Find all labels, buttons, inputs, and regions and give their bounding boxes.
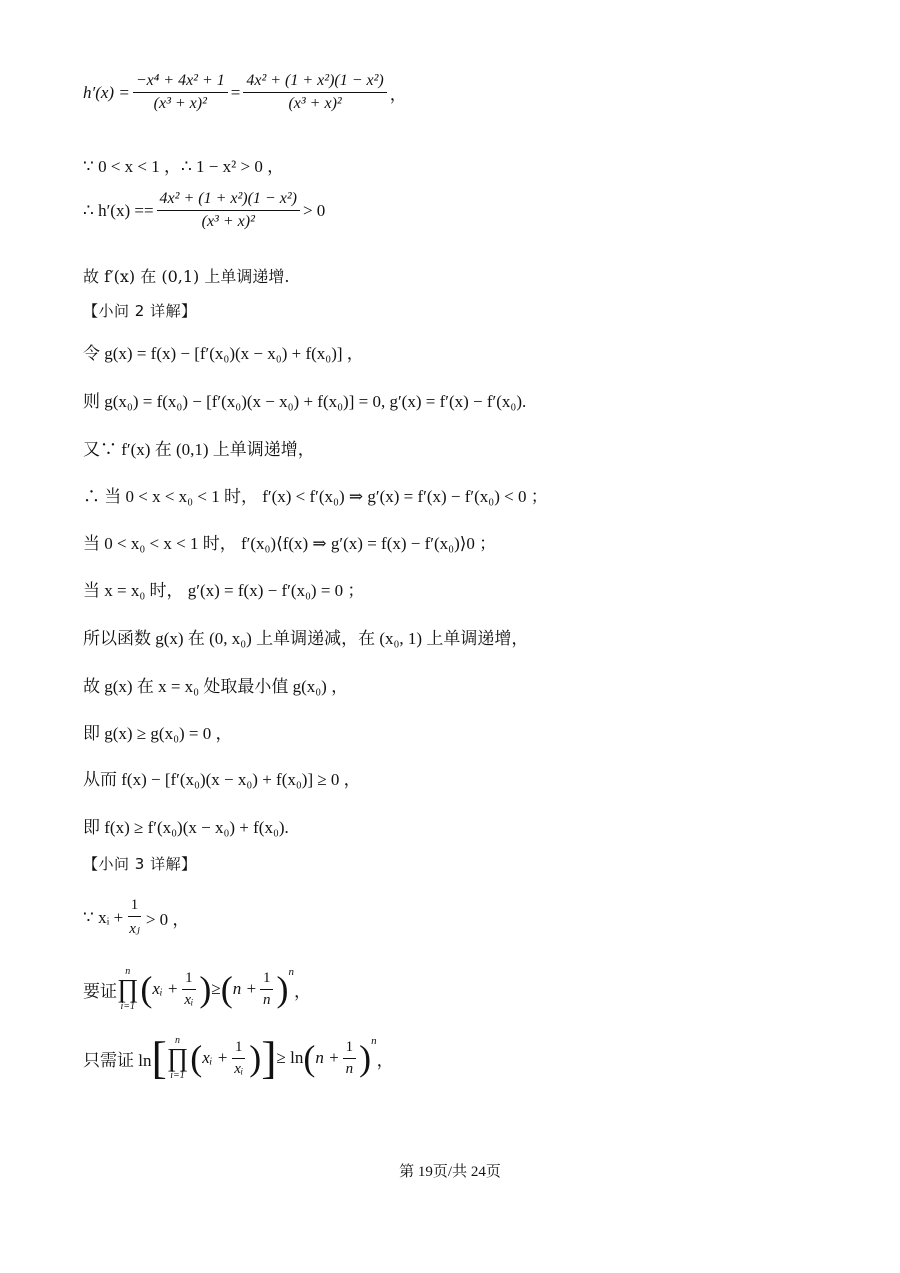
h-prime-positive-line bbox=[83, 190, 325, 231]
g-nonneg-line: 即 g(x) ≥ g(x₀) = 0 ， bbox=[83, 724, 233, 743]
fraction-1-denominator: (x³ + x)² bbox=[153, 95, 207, 112]
fraction-7 bbox=[231, 1039, 246, 1078]
product-operator bbox=[117, 966, 138, 1012]
log-goal-rhs: n + bbox=[315, 1048, 340, 1067]
recall-monotonic-line: 又∵ f′(x) 在 (0,1) 上单调递增， bbox=[83, 440, 315, 459]
product-symbol-2: ∏ bbox=[166, 1043, 189, 1072]
positive-sum-line bbox=[83, 897, 189, 938]
log-goal-inner: xᵢ + bbox=[202, 1048, 229, 1067]
g-at-x0-line: 则 g(x₀) = f(x₀) − [f′(x₀)(x − x₀) + f(x₀)] = 0, g′(x) = f′(x) − f′(x₀). bbox=[83, 392, 527, 411]
page-footer: 第 19页/共 24页 bbox=[399, 1164, 501, 1180]
goal-exponent: n bbox=[288, 966, 294, 978]
fraction-7-denominator: xᵢ bbox=[234, 1060, 244, 1077]
log-goal-relation: ≥ ln bbox=[276, 1048, 304, 1067]
thus-inequality-line: 从而 f(x) − [f′(x₀)(x − x₀) + f(x₀)] ≥ 0 ， bbox=[83, 770, 361, 789]
product-upper-2: n bbox=[175, 1035, 181, 1046]
h-prime-lhs: h′(x) = bbox=[83, 82, 130, 102]
minimum-line: 故 g(x) 在 x = x₀ 处取最小值 g(x₀) ， bbox=[83, 677, 349, 696]
product-lower: i=1 bbox=[120, 1001, 135, 1012]
line-3-tail: > 0 bbox=[302, 200, 326, 220]
fraction-5 bbox=[181, 970, 196, 1009]
fraction-2-denominator: (x³ + x)² bbox=[288, 95, 342, 112]
product-operator-2 bbox=[167, 1035, 188, 1081]
fraction-3-denominator: (x³ + x)² bbox=[201, 213, 255, 230]
fraction-8 bbox=[343, 1039, 357, 1078]
condition-line: ∵ 0 < x < 1 ，∴ 1 − x² > 0 ， bbox=[83, 157, 285, 176]
line-18-tail: > 0 ， bbox=[145, 910, 190, 929]
final-inequality-line: 即 f(x) ≥ f′(x₀)(x − x₀) + f(x₀). bbox=[83, 818, 289, 837]
fraction-5-numerator: 1 bbox=[182, 970, 196, 990]
derivative-h-line bbox=[83, 72, 407, 113]
fraction-2 bbox=[243, 72, 386, 113]
fraction-6-numerator: 1 bbox=[260, 970, 274, 990]
h-prime-lhs-2: ∴ h′(x) == bbox=[83, 200, 154, 220]
section-heading-part-2: 【小问 2 详解】 bbox=[83, 302, 197, 320]
fraction-5-denominator: xᵢ bbox=[184, 991, 194, 1008]
fraction-8-numerator: 1 bbox=[343, 1039, 357, 1059]
fraction-4 bbox=[126, 897, 143, 938]
log-goal-exponent: n bbox=[371, 1035, 377, 1047]
fraction-7-numerator: 1 bbox=[232, 1039, 246, 1059]
case-1-line: ∴ 当 0 < x < x₀ < 1 时， f′(x) < f′(x₀) ⇒ g′(x) = f′(x) − f′(x₀) < 0 ； bbox=[83, 487, 548, 506]
goal-line: 要证 n ∏ i=1 ( xᵢ + $\frac{1}{\text{xᵢ}}$ ) ≥ ( n + $\frac{1}{n}$ ) $^n$ ， bbox=[83, 966, 311, 1012]
goal-inner: xᵢ + bbox=[152, 979, 179, 998]
section-heading-part-3: 【小问 3 详解】 bbox=[83, 855, 197, 873]
goal-rhs: n + bbox=[232, 979, 257, 998]
fraction-4-numerator: 1 bbox=[128, 897, 142, 917]
fraction-6-denominator: n bbox=[262, 991, 271, 1008]
goal-relation: ≥ bbox=[211, 979, 221, 998]
case-3-line: 当 x = x₀ 时， g′(x) = f(x) − f′(x₀) = 0 ； bbox=[83, 581, 365, 600]
fraction-8-denominator: n bbox=[345, 1060, 354, 1077]
sum-lhs: ∵ xᵢ + bbox=[83, 907, 124, 927]
fraction-3 bbox=[157, 190, 300, 231]
log-goal-prefix: 只需证 ln bbox=[83, 1050, 152, 1070]
fraction-6 bbox=[260, 970, 274, 1009]
product-symbol: ∏ bbox=[117, 974, 139, 1003]
fraction-1-numerator: −x⁴ + 4x² + 1 bbox=[133, 72, 228, 93]
fraction-1 bbox=[133, 72, 228, 113]
fraction-4-denominator: xⱼ bbox=[129, 921, 140, 937]
line-1-tail: ， bbox=[389, 85, 407, 104]
line-19-tail: ， bbox=[293, 981, 311, 1001]
product-lower-2: i=1 bbox=[170, 1070, 185, 1081]
product-upper: n bbox=[125, 966, 131, 977]
fraction-3-numerator: 4x² + (1 + x²)(1 − x²) bbox=[157, 190, 300, 211]
define-g-line: 令 g(x) = f(x) − [f′(x₀)(x − x₀) + f(x₀)] ， bbox=[83, 344, 364, 363]
conclusion-increasing: 故 f′(x) 在 (0,1) 上单调递增. bbox=[83, 267, 290, 286]
line-20-tail: ， bbox=[376, 1050, 394, 1070]
equals-sign: = bbox=[230, 82, 241, 102]
goal-prefix: 要证 bbox=[83, 981, 117, 1001]
log-goal-line: 只需证 ln [ n ∏ i=1 ( xᵢ + $\frac{1}{\text{xᵢ}}$ ) ] ≥ ln ( n + $\frac{1}{n}$ ) $^n$ ， bbox=[83, 1032, 394, 1083]
fraction-2-numerator: 4x² + (1 + x²)(1 − x²) bbox=[243, 72, 386, 93]
case-2-line: 当 0 < x₀ < x < 1 时， f′(x₀)⟨f(x) ⇒ g′(x) = f(x) − f′(x₀)⟩0 ； bbox=[83, 534, 497, 553]
monotonic-summary-line: 所以函数 g(x) 在 (0, x₀) 上单调递减，在 (x₀, 1) 上单调递增， bbox=[83, 629, 529, 648]
